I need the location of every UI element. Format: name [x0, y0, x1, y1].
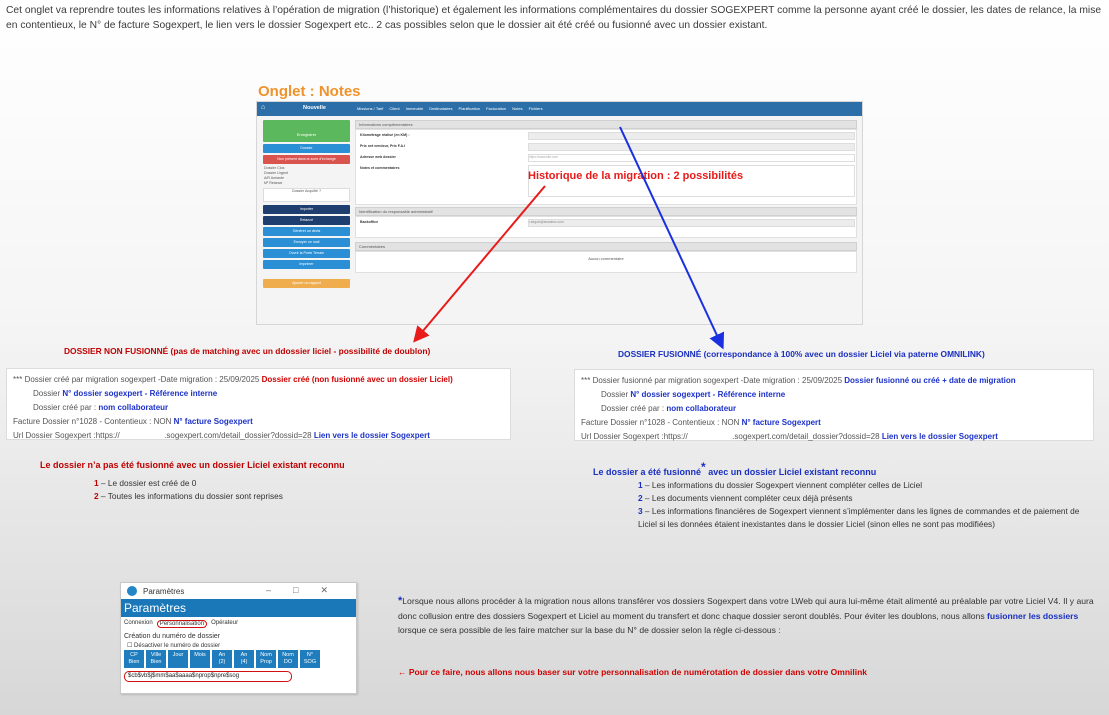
add-report-button[interactable]: Ajouter un rapport	[263, 279, 350, 288]
nav-planification[interactable]: Planification	[458, 106, 481, 111]
right-title	[593, 460, 876, 477]
section-infos: Informations complémentaires	[355, 120, 857, 129]
right-line4: Facture Dossier n°1028 - Contentieux : NON	[581, 418, 742, 427]
right-item3-num: 3	[638, 506, 643, 516]
footnote-p2: lorsque ce sera possible de les faire matcher sur la base du N° de dossier selon la règle ci-dessous :	[398, 625, 781, 635]
checkbox-clos[interactable]: Dossier Clos	[264, 166, 285, 170]
intro-paragraph: Cet onglet va reprendre toutes les informations relatives à l’opération de migration (l’historique) et également les informations complémentaires du dossier SOGEXPERT comme la personne ayant créé le dossier, les dates de relance, la mise en contentieux, le N° de facture Sogexpert, le lien vers le dossier Sogexpert etc.. 2 cas possibles selon que le dossier ait été créé ou fusionné avec un dossier existant.	[6, 5, 1102, 31]
right-item2: – Les documents viennent compléter ceux déjà présents	[642, 493, 853, 503]
parametres-dialog	[120, 582, 357, 694]
section-responsable: Identification du responsable administratif	[355, 207, 857, 216]
checkbox-urgent[interactable]: Dossier Urgent	[264, 171, 288, 175]
mail-button[interactable]: Envoyer un mail	[263, 238, 350, 247]
nav-fichiers[interactable]: Fichiers	[528, 106, 543, 111]
dialog-tabs	[124, 620, 238, 628]
left-line3-tag: nom collaborateur	[98, 403, 169, 412]
label-notes: Notes et commentaires	[360, 166, 400, 170]
right-line2-tag: N° dossier sogexpert - Référence interne	[630, 390, 786, 399]
nav-immeuble[interactable]: Immeuble	[405, 106, 424, 111]
window-controls[interactable]: –□✕	[266, 585, 350, 595]
btn-an2[interactable]: An (2)	[212, 650, 232, 668]
left-title: Le dossier n’a pas été fusionné avec un dossier Liciel existant reconnu	[40, 460, 345, 470]
label-backoffice: Backoffice	[360, 220, 379, 224]
left-line1-tag: Dossier créé (non fusionné avec un dossier Liciel)	[261, 375, 453, 384]
save-button[interactable]: Enregistrer	[263, 120, 350, 142]
btn-an4[interactable]: An (4)	[234, 650, 254, 668]
right-heading: DOSSIER FUSIONNÉ (correspondance à 100% avec un dossier Liciel via paterne OMNILINK)	[618, 349, 985, 359]
btn-nom-do[interactable]: Nom DO	[278, 650, 298, 668]
label-km: Kilométrage réalisé (en KM) :	[360, 133, 410, 137]
nav-notes[interactable]: Notes	[512, 106, 523, 111]
disable-checkbox[interactable]: ☐ Désactiver le numéro de dossier	[127, 643, 221, 649]
right-title-star: *	[701, 460, 706, 474]
creation-label: Création du numéro de dossier	[124, 633, 221, 640]
right-line3: Dossier créé par :	[601, 404, 667, 413]
tab-title: Onglet : Notes	[258, 83, 361, 100]
backoffice-field[interactable]: r.beguin@amadeus.com	[528, 219, 855, 227]
dialog-titlebar	[121, 583, 356, 599]
right-item3: – Les informations financières de Sogexpert viennent s’implémenter dans les lignes de commandes et de paiement de Liciel si les données étaient inexistantes dans le dossier Liciel (sinon elles ne sont pas modifiées)	[638, 506, 1080, 529]
nouvelle-label: Nouvelle	[303, 105, 326, 111]
footnote-star: *	[398, 595, 403, 607]
left-line2-tag: N° dossier sogexpert - Référence interne	[62, 389, 218, 398]
right-line4-tag: N° facture Sogexpert	[741, 418, 821, 427]
right-title-a: Le dossier a été fusionné	[593, 467, 702, 477]
disable-label: Désactiver le numéro de dossier	[134, 643, 221, 649]
history-label: Historique de la migration : 2 possibilités	[528, 170, 744, 182]
left-line2: Dossier	[33, 389, 63, 398]
btn-jour[interactable]: Jour	[168, 650, 188, 668]
right-line5: Url Dossier Sogexpert :https:// .sogexpert.com/detail_dossier?dossid=28	[581, 432, 882, 441]
nav-facturation[interactable]: Facturation	[486, 106, 507, 111]
left-line5-tag[interactable]: Lien vers le dossier Sogexpert	[313, 431, 430, 440]
exchange-zone-button[interactable]: Non présent dans la zone d'échange	[263, 155, 350, 164]
left-line5: Url Dossier Sogexpert :https:// .sogexpert.com/detail_dossier?dossid=28	[13, 431, 314, 440]
left-line4-tag: N° facture Sogexpert	[173, 417, 253, 426]
dialog-header: Paramètres	[121, 599, 356, 617]
btn-cp-bien[interactable]: CP Bien	[124, 650, 144, 668]
tab-connexion[interactable]: Connexion	[124, 620, 153, 626]
pattern-field[interactable]: $cb$vb$j$mm$aa$aaaa$nprop$npre$sog	[124, 671, 292, 682]
btn-ville-bien[interactable]: Ville Bien	[146, 650, 166, 668]
right-note-box	[574, 369, 1094, 441]
acquitte-box: Dossier Acquitté ?	[263, 188, 350, 202]
right-list	[638, 479, 1088, 531]
nav-missions[interactable]: Missions / Tarif	[357, 106, 384, 111]
app-icon	[127, 586, 137, 596]
nav-destinataires[interactable]: Destinataires	[429, 106, 453, 111]
arrow-right	[620, 127, 721, 344]
left-item1-num: 1	[94, 478, 99, 488]
right-title-b: avec un dossier Liciel existant reconnu	[705, 467, 877, 477]
footnote-bold: fusionner les dossiers	[987, 610, 1079, 621]
left-item2: – Toutes les informations du dossier sont reprises	[98, 491, 283, 501]
btn-mois[interactable]: Mois	[190, 650, 210, 668]
token-buttons	[124, 650, 320, 668]
right-item1-num: 1	[638, 480, 643, 490]
left-list	[94, 477, 283, 503]
footnote-p1: Lorsque nous allons procéder à la migration nous allons transférer vos dossiers Sogexpert dans votre LWeb qui aura lui-même était alimenté au préalable par votre Liciel V4. Il y aura donc collusion entre des dossiers Sogexpert et Liciel au moment du transfert et donc chaque dossier seront doublés. Pour éviter les doublons, nous allons	[398, 596, 1094, 621]
right-line1: *** Dossier fusionné par migration sogexpert -Date migration : 25/09/2025	[581, 376, 845, 385]
print-button[interactable]: Imprimer	[263, 260, 350, 269]
label-prix: Prix net vendeur, Prix F.A.I	[360, 144, 406, 148]
right-item2-num: 2	[638, 493, 643, 503]
checkbox-relance[interactable]: M² Relance	[264, 181, 283, 185]
label-url: Adresse web dossier	[360, 155, 396, 159]
left-item2-num: 2	[94, 491, 99, 501]
footnote	[398, 594, 1098, 638]
dialog-title: Paramètres	[143, 587, 185, 596]
porte-terrain-button[interactable]: Ouvrir la Porte Terrain	[263, 249, 350, 258]
dossier-select[interactable]: Dossier	[263, 144, 350, 153]
home-icon[interactable]: ⌂	[261, 104, 266, 111]
right-line3-tag: nom collaborateur	[666, 404, 737, 413]
right-item1: – Les informations du dossier Sogexpert viennent compléter celles de Liciel	[642, 480, 923, 490]
right-line5-tag[interactable]: Lien vers le dossier Sogexpert	[881, 432, 998, 441]
left-note-box	[6, 368, 511, 440]
url-field[interactable]: https://www.site.com	[528, 154, 855, 162]
left-item1: – Le dossier est créé de 0	[98, 478, 197, 488]
no-comment: Aucun commentaire	[355, 251, 857, 273]
omnilink-note: ← Pour ce faire, nous allons nous baser sur votre personnalisation de numérotation de dossier dans votre Omnilink	[398, 667, 868, 677]
tab-operateur[interactable]: Opérateur	[211, 620, 239, 626]
left-line3: Dossier créé par :	[33, 403, 99, 412]
section-commentaires: Commentaires	[355, 242, 857, 251]
btn-nom-prop[interactable]: Nom Prop	[256, 650, 276, 668]
right-line1-tag: Dossier fusionné ou créé + date de migration	[844, 376, 1016, 385]
checkbox-amiante[interactable]: A/R Amiante	[264, 176, 284, 180]
btn-n-sog[interactable]: N° SOG	[300, 650, 320, 668]
left-heading: DOSSIER NON FUSIONNÉ (pas de matching avec un ddossier liciel - possibilité de doublon)	[64, 346, 431, 356]
tab-personnalisation[interactable]: Personnalisation	[157, 620, 207, 628]
arrow-left	[417, 186, 545, 338]
import-button[interactable]: Importer	[263, 205, 350, 214]
left-line1: *** Dossier créé par migration sogexpert -Date migration : 25/09/2025	[13, 375, 262, 384]
left-line4: Facture Dossier n°1028 - Contentieux : NON	[13, 417, 174, 426]
relance-button[interactable]: Relancé	[263, 216, 350, 225]
nav-client[interactable]: Client	[389, 106, 400, 111]
devis-button[interactable]: Générer un devis	[263, 227, 350, 236]
right-line2: Dossier	[601, 390, 631, 399]
